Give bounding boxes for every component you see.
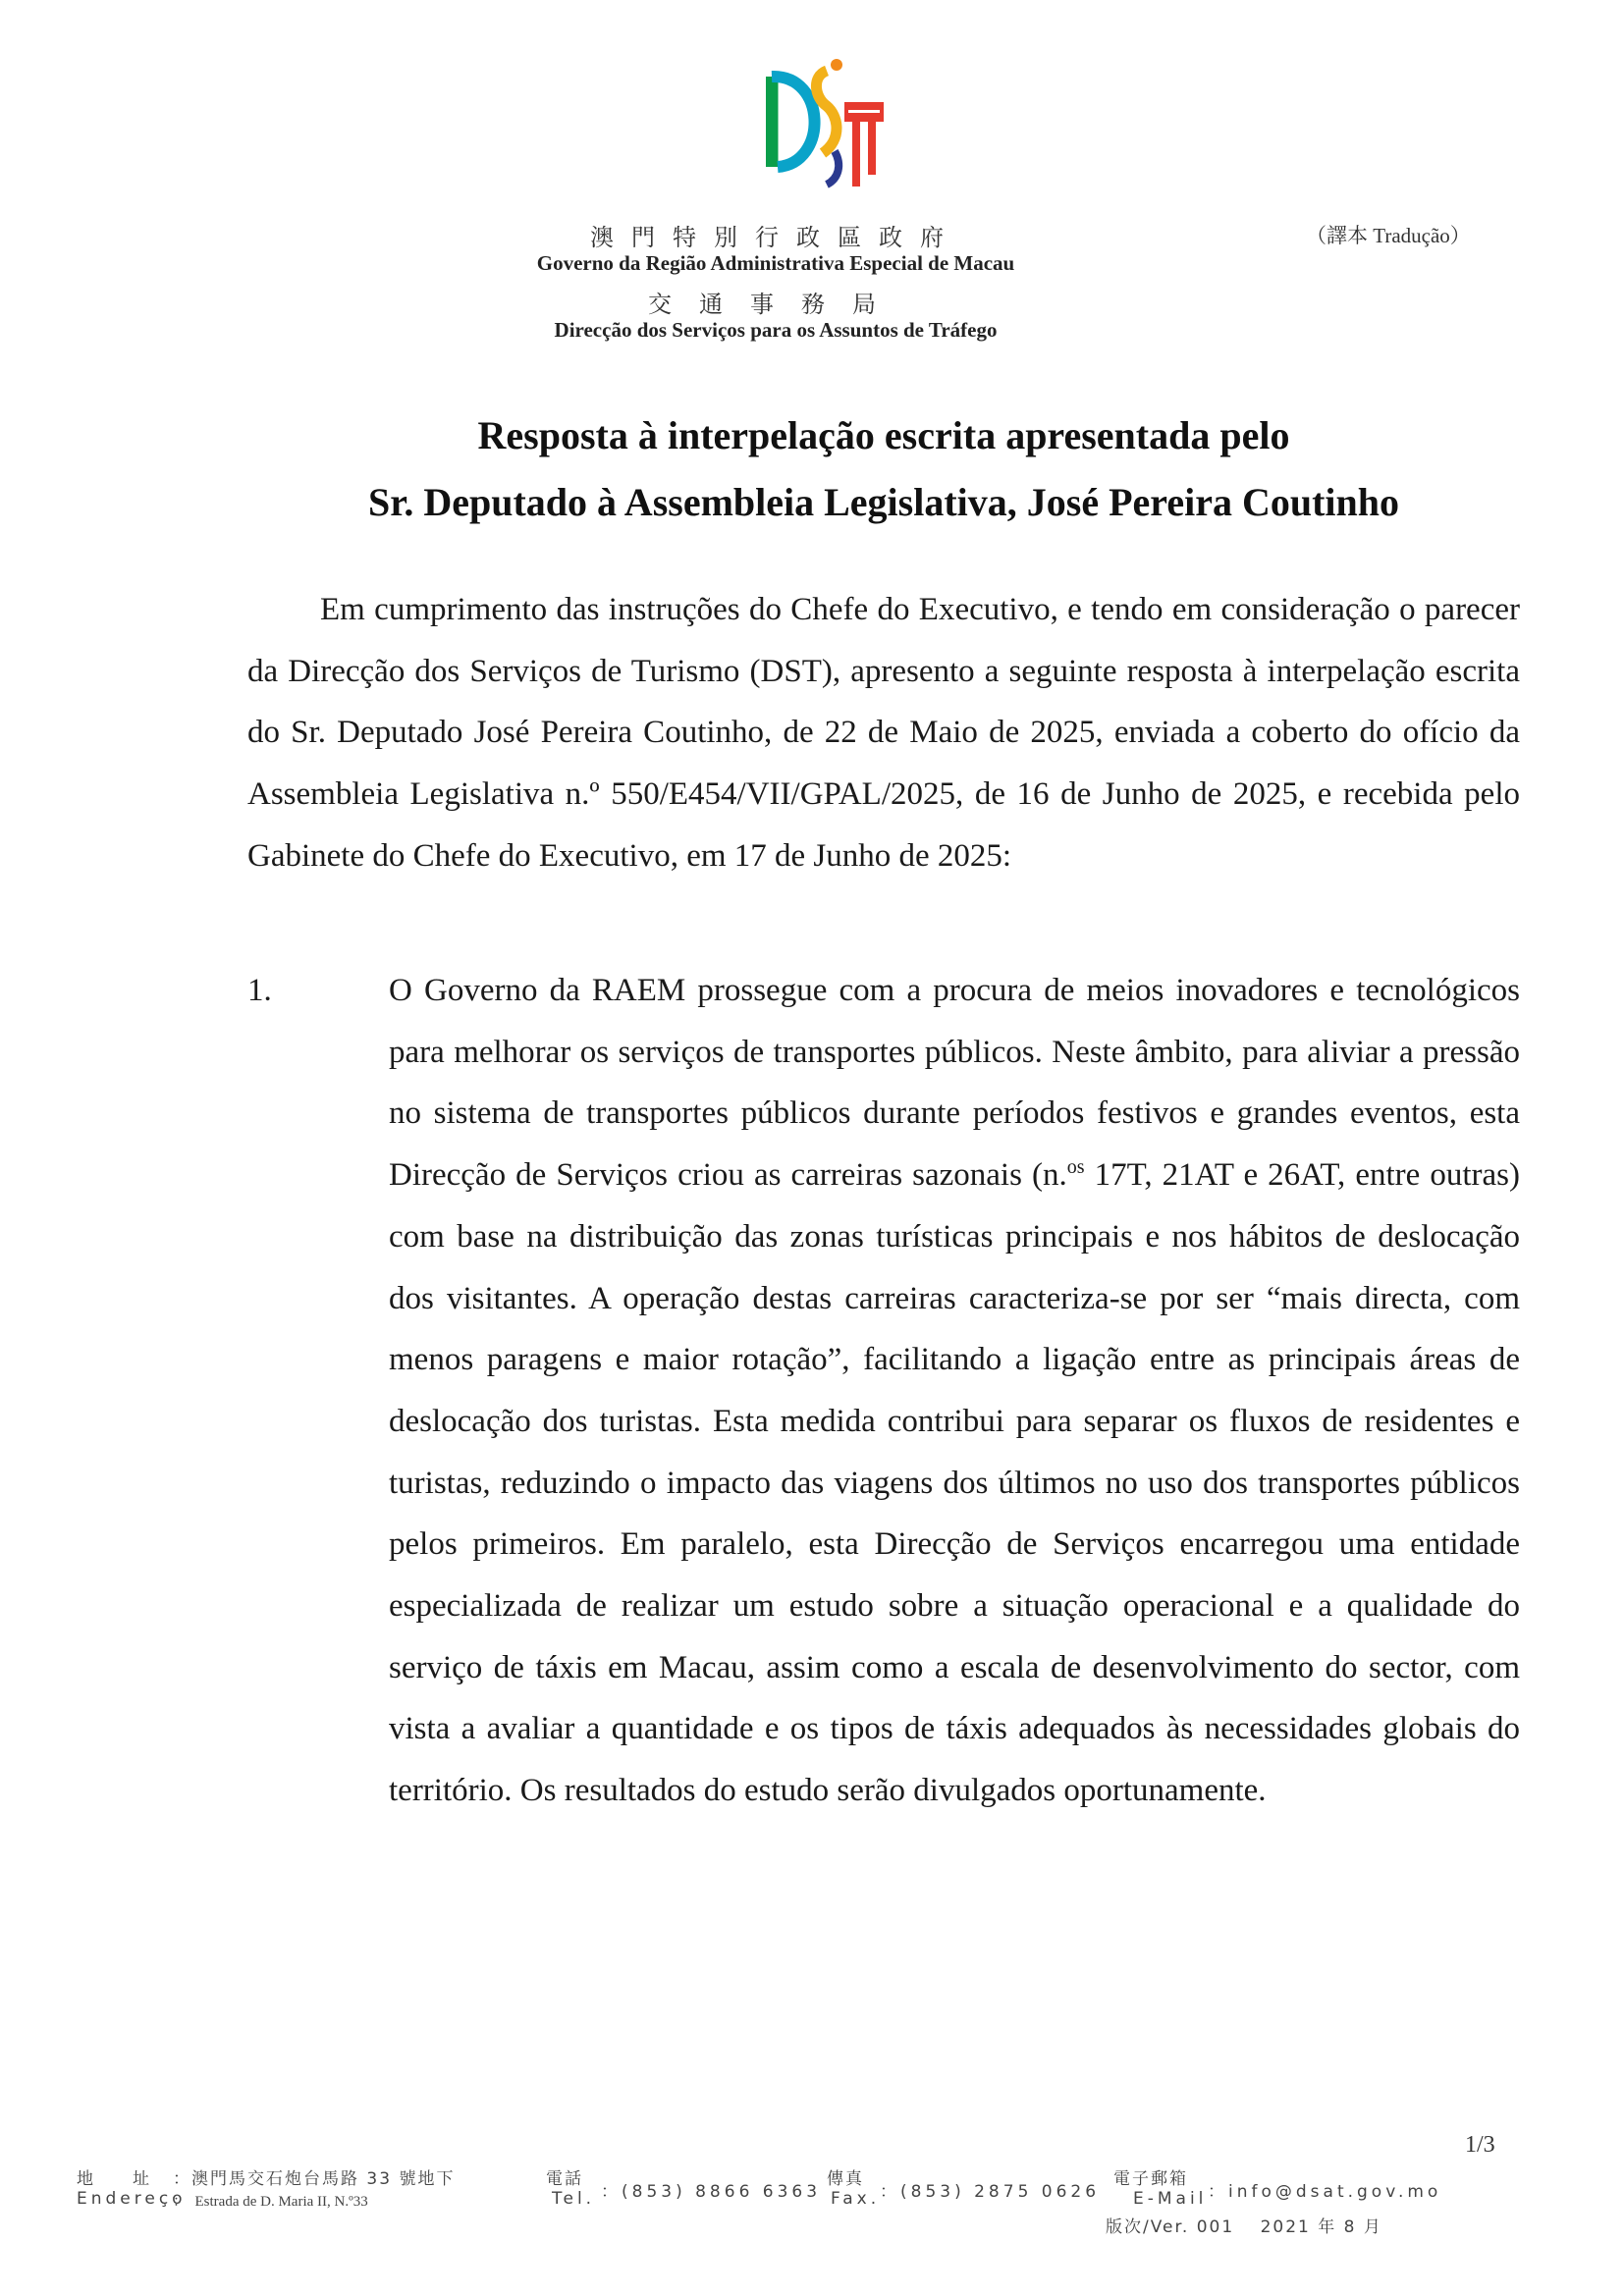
fax-label-portuguese: Fax. [831, 2189, 881, 2209]
dst-logo [766, 57, 890, 188]
fax-label-chinese: 傳真 [827, 2169, 864, 2189]
address-label-chinese: 地 址 [77, 2169, 151, 2189]
list-item-paragraph [389, 960, 1520, 1822]
document-title-line-1: Resposta à interpelação escrita apresentada pelo [477, 413, 1290, 457]
email-label-chinese: 電子郵箱 [1113, 2169, 1188, 2189]
superscript: os [1066, 1156, 1085, 1179]
version-note: 版次/Ver. 001 2021 年 8 月 [1106, 2217, 1382, 2237]
intro-paragraph: Em cumprimento das instruções do Chefe do Executivo, e tendo em consideração o parecer da Direcção dos Serviços de Turismo (DST), apresento a seguinte resposta à interpelação escrita do Sr. Deputado José Pereira Coutinho, de 22 de Maio de 2025, enviada a coberto do ofício da Assembleia Legislativa n.º 550/E454/VII/GPAL/2025, de 16 de Junho de 2025, e recebida pelo Gabinete do Chefe do Executivo, em 17 de Junho de 2025: [247, 592, 1520, 874]
document-title-line-2: Sr. Deputado à Assembleia Legislativa, José Pereira Coutinho [367, 480, 1400, 524]
address-value-portuguese: ： Estrada de D. Maria II, N.º33 [173, 2194, 368, 2210]
translation-note: （譯本 Tradução） [1306, 224, 1471, 247]
address-value-chinese: ：澳門馬交石炮台馬路 33 號地下 [173, 2169, 456, 2189]
government-name-chinese: 澳門特別行政區政府 [590, 224, 961, 251]
tel-value: ：(853) 8866 6363 [601, 2182, 822, 2202]
list-item-number: 1. [247, 973, 272, 1008]
tel-label-portuguese: Tel. [552, 2189, 596, 2209]
tel-label-chinese: 電話 [546, 2169, 583, 2189]
email-label-portuguese: E-Mail [1133, 2189, 1208, 2209]
email-value: ：info@dsat.gov.mo [1208, 2182, 1442, 2202]
page-number: 1/3 [1465, 2132, 1495, 2158]
department-name-portuguese: Direcção dos Serviços para os Assuntos de Tráfego [554, 318, 998, 342]
paragraph-text: 17T, 21AT e 26AT, entre outras) com base na distribuição das zonas turísticas principais e nos hábitos de deslocação dos visitantes. A operação destas carreiras caracteriza-se por ser “mais directa, com menos paragens e maior rotação”, facilitando a ligação entre as principais áreas de deslocação dos turistas. Esta medida contribui para separar os fluxos de residentes e turistas, reduzindo o impacto das viagens dos últimos no uso dos transportes públicos pelos primeiros. Em paralelo, esta Direcção de Serviços encarregou uma entidade especializada de realizar um estudo sobre a situação operacional e a qualidade do serviço de táxis em Macau, assim como a escala de desenvolvimento do sector, com vista a avaliar a quantidade e os tipos de táxis adequados às necessidades globais do território. Os resultados do estudo serão divulgados oportunamente. [389, 1157, 1521, 1809]
government-name-portuguese: Governo da Região Administrativa Especial de Macau [536, 251, 1015, 275]
paragraph-text: O Governo da RAEM prossegue com a procura de meios inovadores e tecnológicos para melhorar os serviços de transportes públicos. Neste âmbito, para aliviar a pressão no sistema de transportes públicos durante períodos festivos e grandes eventos, esta Direcção de Serviços criou as carreiras sazonais (n. [389, 973, 1520, 1194]
address-label-portuguese: Endereço [77, 2189, 187, 2209]
fax-value: ：(853) 2875 0626 [880, 2182, 1101, 2202]
department-name-chinese: 交通事務局 [648, 291, 903, 318]
